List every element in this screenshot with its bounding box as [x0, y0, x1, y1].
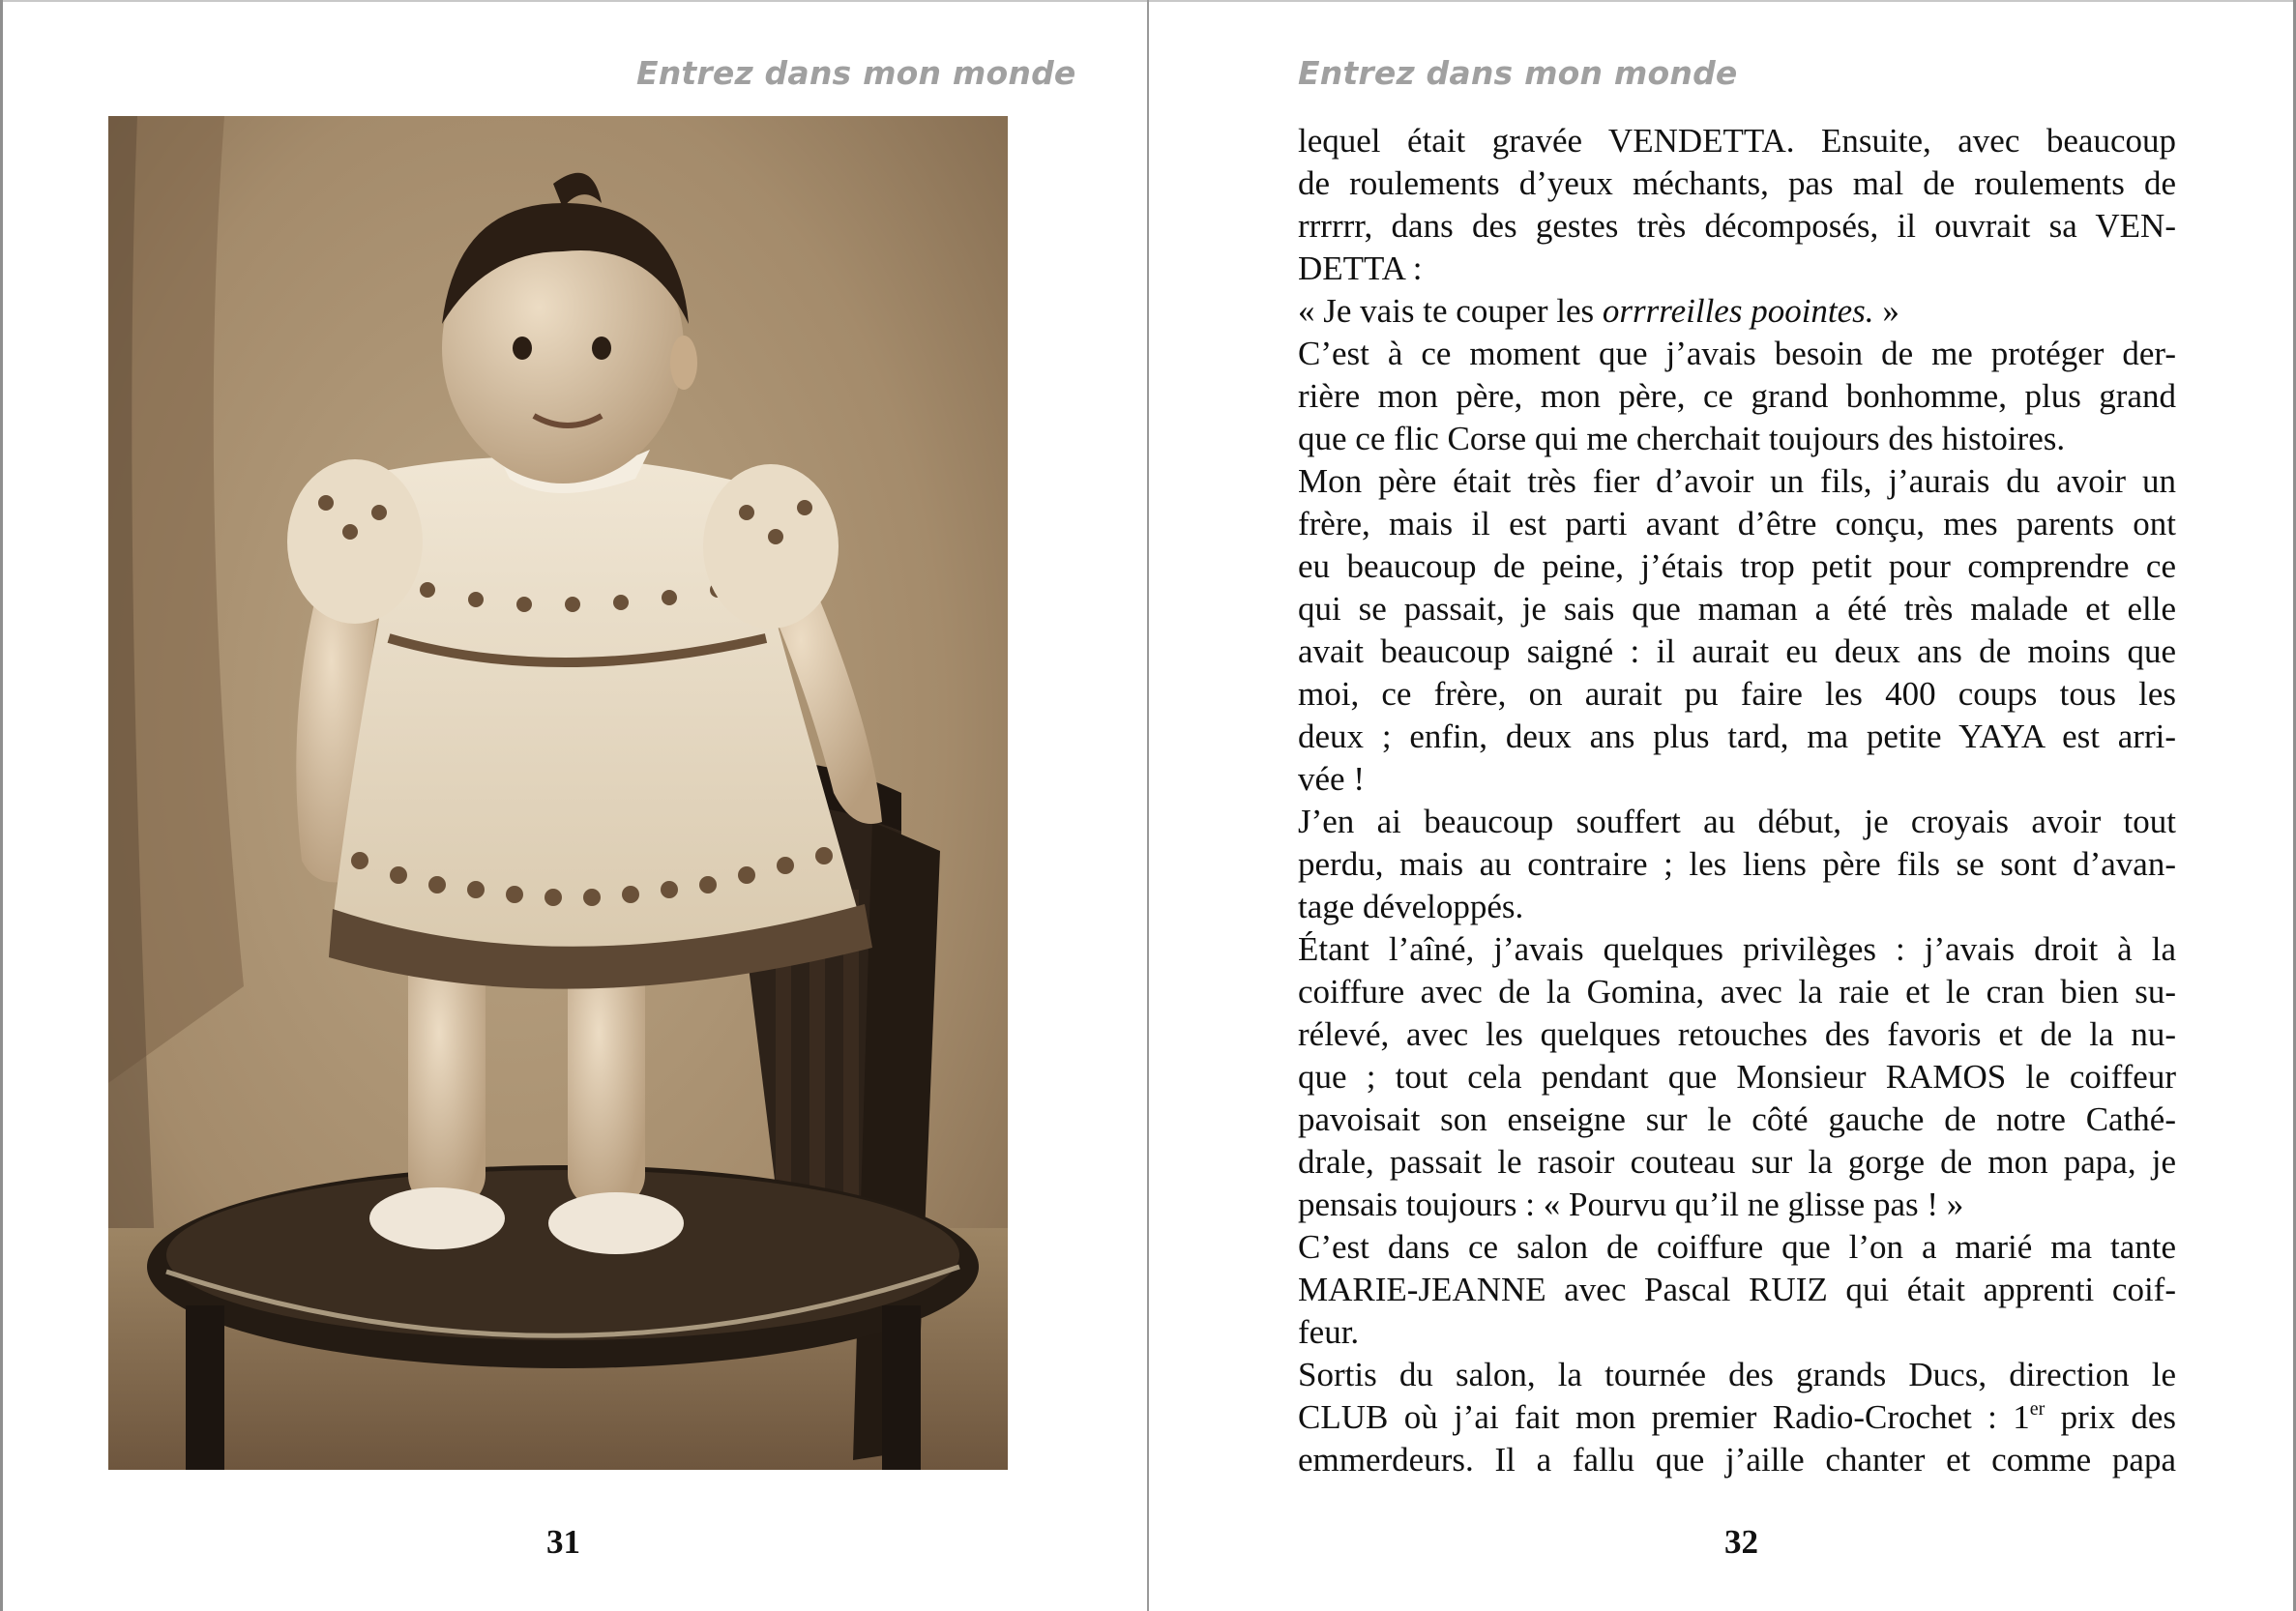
text-line: feur. [1298, 1313, 1360, 1351]
page-number-right: 32 [1724, 1523, 1758, 1561]
italic-quote: orrrreilles poointes. [1602, 292, 1874, 330]
text-line: DETTA : [1298, 249, 1423, 287]
text-line: Mon père était très fier d’avoir un fils, j’aurais du avoir un [1298, 462, 2176, 500]
text-line: qui se passait, je sais que maman a été très malade et elle [1298, 590, 2176, 628]
text-line: deux ; enfin, deux ans plus tard, ma petite YAYA est arri- [1298, 718, 2176, 755]
text-line: avait beaucoup saigné : il aurait eu deux ans de moins que [1298, 632, 2176, 670]
text-line: J’en ai beaucoup souffert au début, je croyais avoir tout [1298, 803, 2176, 840]
child-portrait-photo [108, 116, 1008, 1470]
text-line: pavoisait son enseigne sur le côté gauche de notre Cathé- [1298, 1100, 2176, 1138]
text-line [1298, 290, 2176, 333]
text-line: C’est dans ce salon de coiffure que l’on a marié ma tante [1298, 1228, 2176, 1266]
text-line: rrrrrr, dans des gestes très décomposés, il ouvrait sa VEN- [1298, 207, 2176, 245]
text-line: emmerdeurs. Il a fallu que j’aille chanter et comme papa [1298, 1441, 2176, 1479]
text-line: lequel était gravée VENDETTA. Ensuite, avec beaucoup [1298, 122, 2176, 160]
line-segment: CLUB où j’ai fait mon premier Radio-Crochet : 1 [1298, 1398, 2030, 1436]
text-line [1298, 1396, 2176, 1439]
running-header-right: Entrez dans mon monde [1298, 54, 1738, 92]
text-line: de roulements d’yeux méchants, pas mal de roulements de [1298, 164, 2176, 202]
text-line: coiffure avec de la Gomina, avec la raie et le cran bien su- [1298, 973, 2176, 1011]
text-line: tage développés. [1298, 888, 1524, 925]
text-line: drale, passait le rasoir couteau sur la gorge de mon papa, je [1298, 1143, 2176, 1181]
text-line: perdu, mais au contraire ; les liens père fils se sont d’avan- [1298, 845, 2176, 883]
body-text [1298, 120, 2176, 1481]
text-line: moi, ce frère, on aurait pu faire les 400 coups tous les [1298, 675, 2176, 713]
left-page [3, 0, 1147, 1611]
line-segment: » [1873, 292, 1899, 330]
ordinal-superscript: er [2029, 1398, 2046, 1420]
right-page [1149, 0, 2293, 1611]
text-line: rière mon père, mon père, ce grand bonhomme, plus grand [1298, 377, 2176, 415]
text-line: Étant l’aîné, j’avais quelques privilèges : j’avais droit à la [1298, 930, 2176, 968]
text-line: que ce flic Corse qui me cherchait toujours des histoires. [1298, 420, 2066, 457]
text-line: vée ! [1298, 760, 1365, 798]
text-line: C’est à ce moment que j’avais besoin de me protéger der- [1298, 335, 2176, 372]
text-line: frère, mais il est parti avant d’être conçu, mes parents ont [1298, 505, 2176, 542]
text-line: Sortis du salon, la tournée des grands Ducs, direction le [1298, 1356, 2176, 1393]
page-number-left: 31 [546, 1523, 580, 1561]
text-line: que ; tout cela pendant que Monsieur RAMOS le coiffeur [1298, 1058, 2176, 1096]
text-line: eu beaucoup de peine, j’étais trop petit pour comprendre ce [1298, 547, 2176, 585]
text-line: rélevé, avec les quelques retouches des favoris et de la nu- [1298, 1015, 2176, 1053]
text-line: pensais toujours : « Pourvu qu’il ne glisse pas ! » [1298, 1186, 1964, 1223]
line-segment: prix des [2045, 1398, 2176, 1436]
running-header-left: Entrez dans mon monde [636, 54, 1076, 92]
line-segment: « Je vais te couper les [1298, 292, 1603, 330]
text-line: MARIE-JEANNE avec Pascal RUIZ qui était apprenti coif- [1298, 1271, 2176, 1308]
